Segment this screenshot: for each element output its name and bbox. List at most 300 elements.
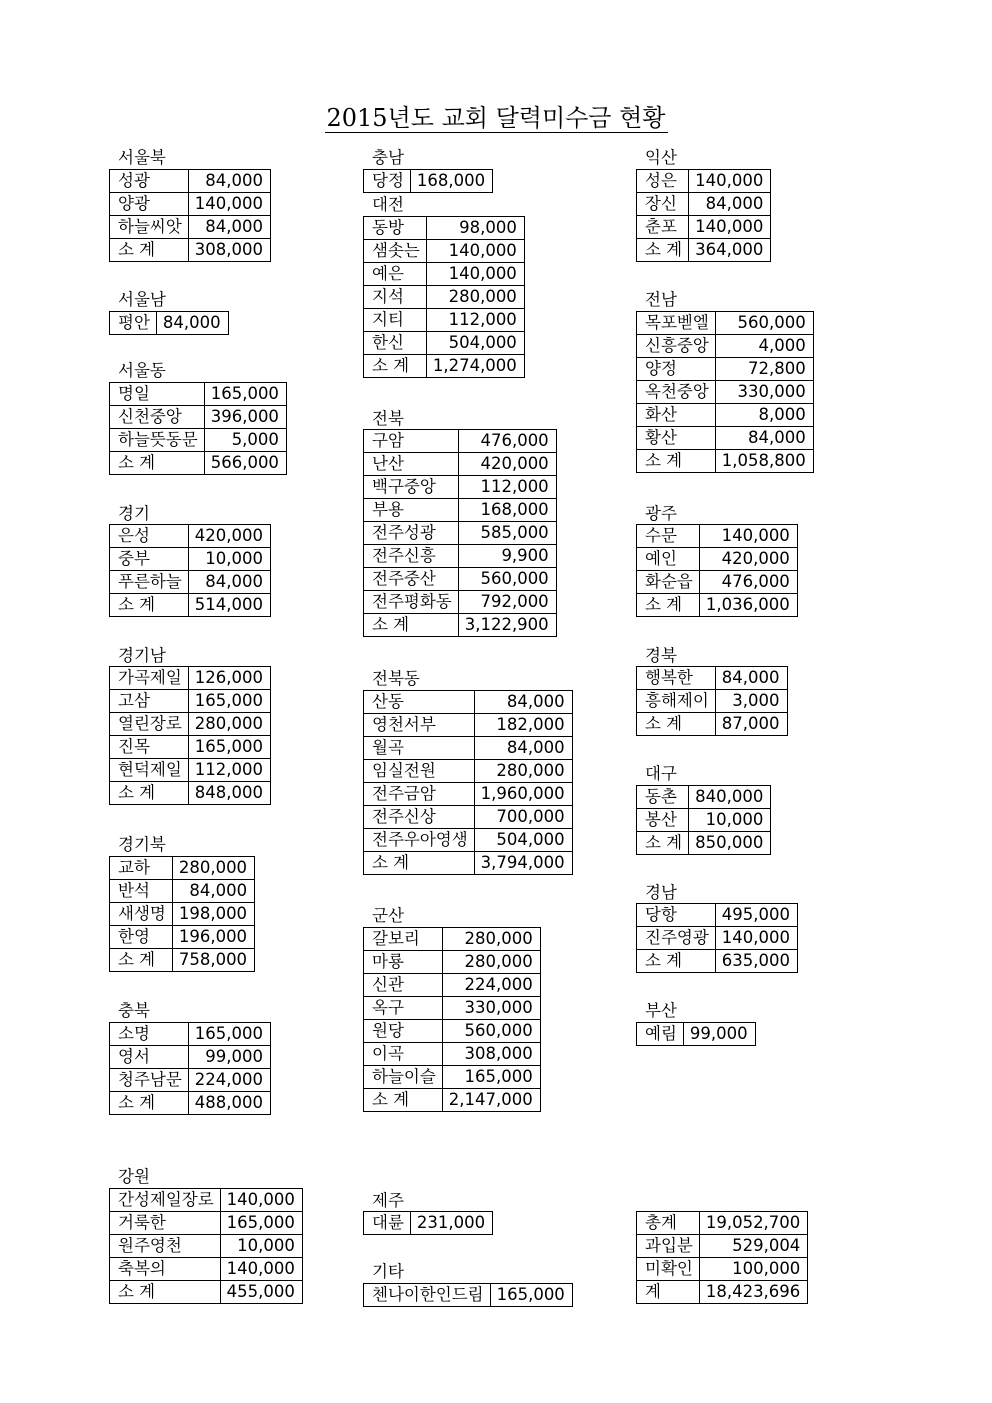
amount-cell: 112,000 [458,476,556,499]
table-row [637,950,798,973]
table-row [637,334,814,357]
amount-cell: 182,000 [474,714,572,737]
table-row [110,925,255,948]
table-row [637,1212,808,1235]
church-table [109,1188,303,1304]
amount-cell: 848,000 [188,782,270,805]
church-name-cell: 영천서부 [364,714,475,737]
page-title [0,103,992,133]
table-row [364,951,541,974]
amount-cell: 280,000 [474,760,572,783]
amount-cell: 84,000 [188,215,270,238]
table-row [637,808,771,831]
church-name-cell: 영서 [110,1045,189,1068]
region-label: 전북 [372,408,404,428]
table-row [110,525,271,548]
amount-cell: 99,000 [188,1045,270,1068]
table-row [637,525,798,548]
church-name-cell: 장신 [637,192,689,215]
amount-cell: 635,000 [715,950,797,973]
church-name-cell: 전주우아영생 [364,829,475,852]
church-group [109,643,271,806]
church-name-cell: 진목 [110,736,189,759]
table-row [110,902,255,925]
amount-cell: 84,000 [188,571,270,594]
amount-cell: 18,423,696 [699,1281,807,1304]
table-row [364,453,557,476]
church-group [636,880,798,974]
amount-cell: 280,000 [442,951,540,974]
table-row [637,785,771,808]
amount-cell: 280,000 [442,928,540,951]
church-name-cell: 신관 [364,974,443,997]
amount-cell: 165,000 [204,382,286,405]
table-row [364,217,525,240]
amount-cell: 140,000 [699,525,797,548]
table-row [364,714,573,737]
church-name-cell: 반석 [110,879,173,902]
table-row [110,405,287,428]
church-name-cell: 소 계 [364,1089,443,1112]
amount-cell: 396,000 [204,405,286,428]
church-name-cell: 당항 [637,904,716,927]
amount-cell: 140,000 [689,215,771,238]
amount-cell: 5,000 [204,428,286,451]
amount-cell: 3,000 [715,690,787,713]
church-name-cell: 새생명 [110,902,173,925]
amount-cell: 165,000 [220,1211,302,1234]
church-name-cell: 전주신흥 [364,545,459,568]
table-row [637,238,771,261]
church-table [636,785,771,855]
church-name-cell: 고삼 [110,690,189,713]
church-name-cell: 소 계 [110,1091,189,1114]
church-name-cell: 마룡 [364,951,443,974]
church-group [636,501,798,618]
table-row [110,1211,303,1234]
amount-cell: 87,000 [715,713,787,736]
church-group [109,145,271,262]
church-name-cell: 소 계 [637,594,700,617]
table-row [364,1066,541,1089]
amount-cell: 84,000 [715,667,787,690]
table-row [364,829,573,852]
church-name-cell: 중부 [110,548,189,571]
church-name-cell: 난산 [364,453,459,476]
church-table [363,429,557,637]
amount-cell: 495,000 [715,904,797,927]
amount-cell: 514,000 [188,594,270,617]
church-name-cell: 소 계 [110,948,173,971]
church-table [109,1022,271,1115]
table-row [637,403,814,426]
amount-cell: 560,000 [715,311,813,334]
church-name-cell: 구암 [364,430,459,453]
table-row [364,499,557,522]
table-row [637,1258,808,1281]
region-label: 제주 [372,1190,404,1210]
region-label: 경남 [645,882,677,902]
church-name-cell: 신천중앙 [110,405,205,428]
church-name-cell: 예인 [637,548,700,571]
amount-cell: 1,274,000 [426,355,524,378]
region-label: 충북 [118,1001,150,1021]
church-name-cell: 하늘씨앗 [110,215,189,238]
church-name-cell: 대륜 [364,1212,411,1235]
amount-cell: 84,000 [715,426,813,449]
church-name-cell: 소 계 [637,238,689,261]
table-row [110,1068,271,1091]
region-label: 전남 [645,290,677,310]
church-name-cell: 한신 [364,332,427,355]
church-name-cell: 이곡 [364,1043,443,1066]
amount-cell: 1,036,000 [699,594,797,617]
table-row [364,737,573,760]
amount-cell: 10,000 [220,1234,302,1257]
table-row [110,192,271,215]
church-name-cell: 소 계 [364,614,459,637]
amount-cell: 792,000 [458,591,556,614]
table-row [364,614,557,637]
amount-cell: 504,000 [474,829,572,852]
table-row [110,713,271,736]
church-group [363,903,541,1112]
region-label: 충남 [372,148,404,167]
table-row [110,1257,303,1280]
region-label: 부산 [645,1001,677,1021]
table-row [637,1235,808,1258]
church-table [363,216,525,378]
table-row [110,1280,303,1303]
table-row [110,238,271,261]
table-row [364,169,493,192]
amount-cell: 198,000 [172,902,254,925]
amount-cell: 476,000 [699,571,797,594]
amount-cell: 165,000 [490,1283,572,1306]
church-name-cell: 옥천중앙 [637,380,716,403]
church-table [636,1211,808,1304]
table-row [110,1091,271,1114]
amount-cell: 84,000 [474,737,572,760]
table-row [364,430,557,453]
church-name-cell: 하늘뜻동문 [110,428,205,451]
amount-cell: 585,000 [458,522,556,545]
church-group [363,666,573,875]
church-table [109,169,271,262]
table-row [110,169,271,192]
region-label: 익산 [645,148,677,167]
amount-cell: 10,000 [188,548,270,571]
amount-cell: 140,000 [426,240,524,263]
amount-cell: 165,000 [188,690,270,713]
table-row [110,548,271,571]
church-table [636,169,771,262]
church-group [109,287,229,335]
amount-cell: 700,000 [474,806,572,829]
church-name-cell: 과입분 [637,1235,700,1258]
amount-cell: 2,147,000 [442,1089,540,1112]
table-row [110,782,271,805]
church-name-cell: 계 [637,1281,700,1304]
amount-cell: 330,000 [715,380,813,403]
church-name-cell: 가곡제일 [110,667,189,690]
church-name-cell: 축복의 [110,1257,221,1280]
amount-cell: 8,000 [715,403,813,426]
church-name-cell: 봉산 [637,808,689,831]
table-row [110,1022,271,1045]
table-row [637,1281,808,1304]
region-label: 경기 [118,503,150,523]
church-name-cell: 양정 [637,357,716,380]
amount-cell: 758,000 [172,948,254,971]
church-group [363,406,557,638]
church-table [109,311,229,335]
table-row [637,548,798,571]
church-table [363,927,541,1112]
church-group [109,832,255,972]
church-name-cell: 지석 [364,286,427,309]
amount-cell: 84,000 [172,879,254,902]
church-name-cell: 교하 [110,856,173,879]
church-name-cell: 거룩한 [110,1211,221,1234]
church-name-cell: 청주남문 [110,1068,189,1091]
church-name-cell: 명일 [110,382,205,405]
amount-cell: 9,900 [458,545,556,568]
church-table [109,382,287,475]
table-row [364,240,525,263]
church-name-cell: 동방 [364,217,427,240]
amount-cell: 3,794,000 [474,852,572,875]
church-name-cell: 전주평화동 [364,591,459,614]
amount-cell: 84,000 [156,311,228,334]
region-label: 기타 [372,1261,404,1281]
church-group [109,358,287,475]
church-name-cell: 백구중앙 [364,476,459,499]
church-name-cell: 원주영천 [110,1234,221,1257]
church-name-cell: 성광 [110,169,189,192]
church-name-cell: 수문 [637,525,700,548]
table-row [110,879,255,902]
table-row [364,355,525,378]
table-row [637,904,798,927]
table-row [364,545,557,568]
region-label: 서울북 [118,148,166,167]
region-label: 서울동 [118,361,166,381]
amount-cell: 126,000 [188,667,270,690]
region-label: 대구 [645,764,677,784]
church-name-cell: 하늘이슬 [364,1066,443,1089]
church-group [363,1259,573,1307]
amount-cell: 1,960,000 [474,783,572,806]
table-row [364,476,557,499]
amount-cell: 560,000 [458,568,556,591]
church-name-cell: 소 계 [110,451,205,474]
table-row [364,928,541,951]
church-name-cell: 지티 [364,309,427,332]
table-row [364,760,573,783]
table-row [110,1188,303,1211]
church-name-cell: 소 계 [110,238,189,261]
church-name-cell: 진주영광 [637,927,716,950]
church-table [636,311,814,473]
table-row [110,667,271,690]
amount-cell: 3,122,900 [458,614,556,637]
church-name-cell: 예림 [637,1022,684,1045]
table-row [637,169,771,192]
amount-cell: 10,000 [689,808,771,831]
amount-cell: 99,000 [683,1022,755,1045]
table-row [364,1283,573,1306]
church-table [109,524,271,617]
table-row [364,309,525,332]
amount-cell: 4,000 [715,334,813,357]
table-row [364,1212,493,1235]
table-row [110,571,271,594]
table-row [637,215,771,238]
church-name-cell: 소 계 [637,713,716,736]
amount-cell: 231,000 [410,1212,492,1235]
church-group [636,145,771,262]
church-group [636,643,788,737]
table-row [364,1020,541,1043]
amount-cell: 112,000 [426,309,524,332]
amount-cell: 140,000 [220,1257,302,1280]
table-row [637,357,814,380]
table-row [110,1234,303,1257]
church-name-cell: 임실전원 [364,760,475,783]
table-row [637,1022,756,1045]
church-name-cell: 전주신상 [364,806,475,829]
church-name-cell: 소 계 [637,950,716,973]
church-name-cell: 옥구 [364,997,443,1020]
amount-cell: 19,052,700 [699,1212,807,1235]
church-group [636,1188,808,1305]
amount-cell: 100,000 [699,1258,807,1281]
church-name-cell: 푸른하늘 [110,571,189,594]
church-name-cell: 화순읍 [637,571,700,594]
amount-cell: 140,000 [220,1188,302,1211]
amount-cell: 420,000 [699,548,797,571]
table-row [364,522,557,545]
amount-cell: 165,000 [188,736,270,759]
amount-cell: 308,000 [442,1043,540,1066]
region-label: 강원 [118,1167,150,1187]
church-group [636,998,756,1046]
amount-cell: 224,000 [188,1068,270,1091]
amount-cell: 140,000 [188,192,270,215]
church-name-cell: 갈보리 [364,928,443,951]
church-name-cell: 현덕제일 [110,759,189,782]
amount-cell: 308,000 [188,238,270,261]
church-name-cell: 부용 [364,499,459,522]
church-name-cell: 소 계 [364,852,475,875]
region-label: 대전 [372,195,404,215]
church-table [636,903,798,973]
church-name-cell: 행복한 [637,667,716,690]
church-name-cell: 소 계 [637,831,689,854]
amount-cell: 168,000 [458,499,556,522]
amount-cell: 165,000 [188,1022,270,1045]
table-row [637,713,788,736]
amount-cell: 488,000 [188,1091,270,1114]
church-table [363,169,493,193]
church-name-cell: 한영 [110,925,173,948]
church-table [636,666,788,736]
amount-cell: 165,000 [442,1066,540,1089]
church-group [109,998,271,1115]
table-row [637,192,771,215]
table-row [637,571,798,594]
amount-cell: 560,000 [442,1020,540,1043]
church-name-cell: 흥해제이 [637,690,716,713]
table-row [110,690,271,713]
amount-cell: 504,000 [426,332,524,355]
region-label: 경기북 [118,835,166,855]
church-group [636,761,771,855]
church-name-cell: 성은 [637,169,689,192]
table-row [637,831,771,854]
amount-cell: 224,000 [442,974,540,997]
church-name-cell: 신흥중앙 [637,334,716,357]
church-table [109,666,271,805]
amount-cell: 840,000 [689,785,771,808]
amount-cell: 420,000 [188,525,270,548]
table-row [637,380,814,403]
church-name-cell: 소 계 [110,594,189,617]
church-name-cell: 첸나이한인드림 [364,1283,491,1306]
amount-cell: 84,000 [188,169,270,192]
church-name-cell: 열린장로 [110,713,189,736]
church-table [363,1211,493,1235]
table-row [110,382,287,405]
table-row [110,759,271,782]
region-label: 서울남 [118,290,166,310]
page-title-text: 2015년도 교회 달력미수금 현황 [326,104,666,132]
table-row [637,426,814,449]
region-label: 경기남 [118,645,166,665]
church-table [109,856,255,972]
amount-cell: 566,000 [204,451,286,474]
church-table [363,1283,573,1307]
church-name-cell: 소 계 [110,1280,221,1303]
amount-cell: 364,000 [689,238,771,261]
amount-cell: 850,000 [689,831,771,854]
church-name-cell: 춘포 [637,215,689,238]
table-row [637,311,814,334]
region-label: 경북 [645,645,677,665]
table-row [364,568,557,591]
amount-cell: 140,000 [689,169,771,192]
church-group [636,287,814,473]
church-group [109,501,271,618]
amount-cell: 330,000 [442,997,540,1020]
amount-cell: 420,000 [458,453,556,476]
table-row [637,667,788,690]
amount-cell: 84,000 [689,192,771,215]
table-row [110,451,287,474]
table-row [110,594,271,617]
church-name-cell: 화산 [637,403,716,426]
church-name-cell: 평안 [110,311,157,334]
table-row [364,1043,541,1066]
church-table [636,1022,756,1046]
church-name-cell: 황산 [637,426,716,449]
church-name-cell: 은성 [110,525,189,548]
church-name-cell: 소 계 [110,782,189,805]
table-row [637,690,788,713]
church-group [109,1164,303,1304]
church-name-cell: 소 계 [637,449,716,472]
